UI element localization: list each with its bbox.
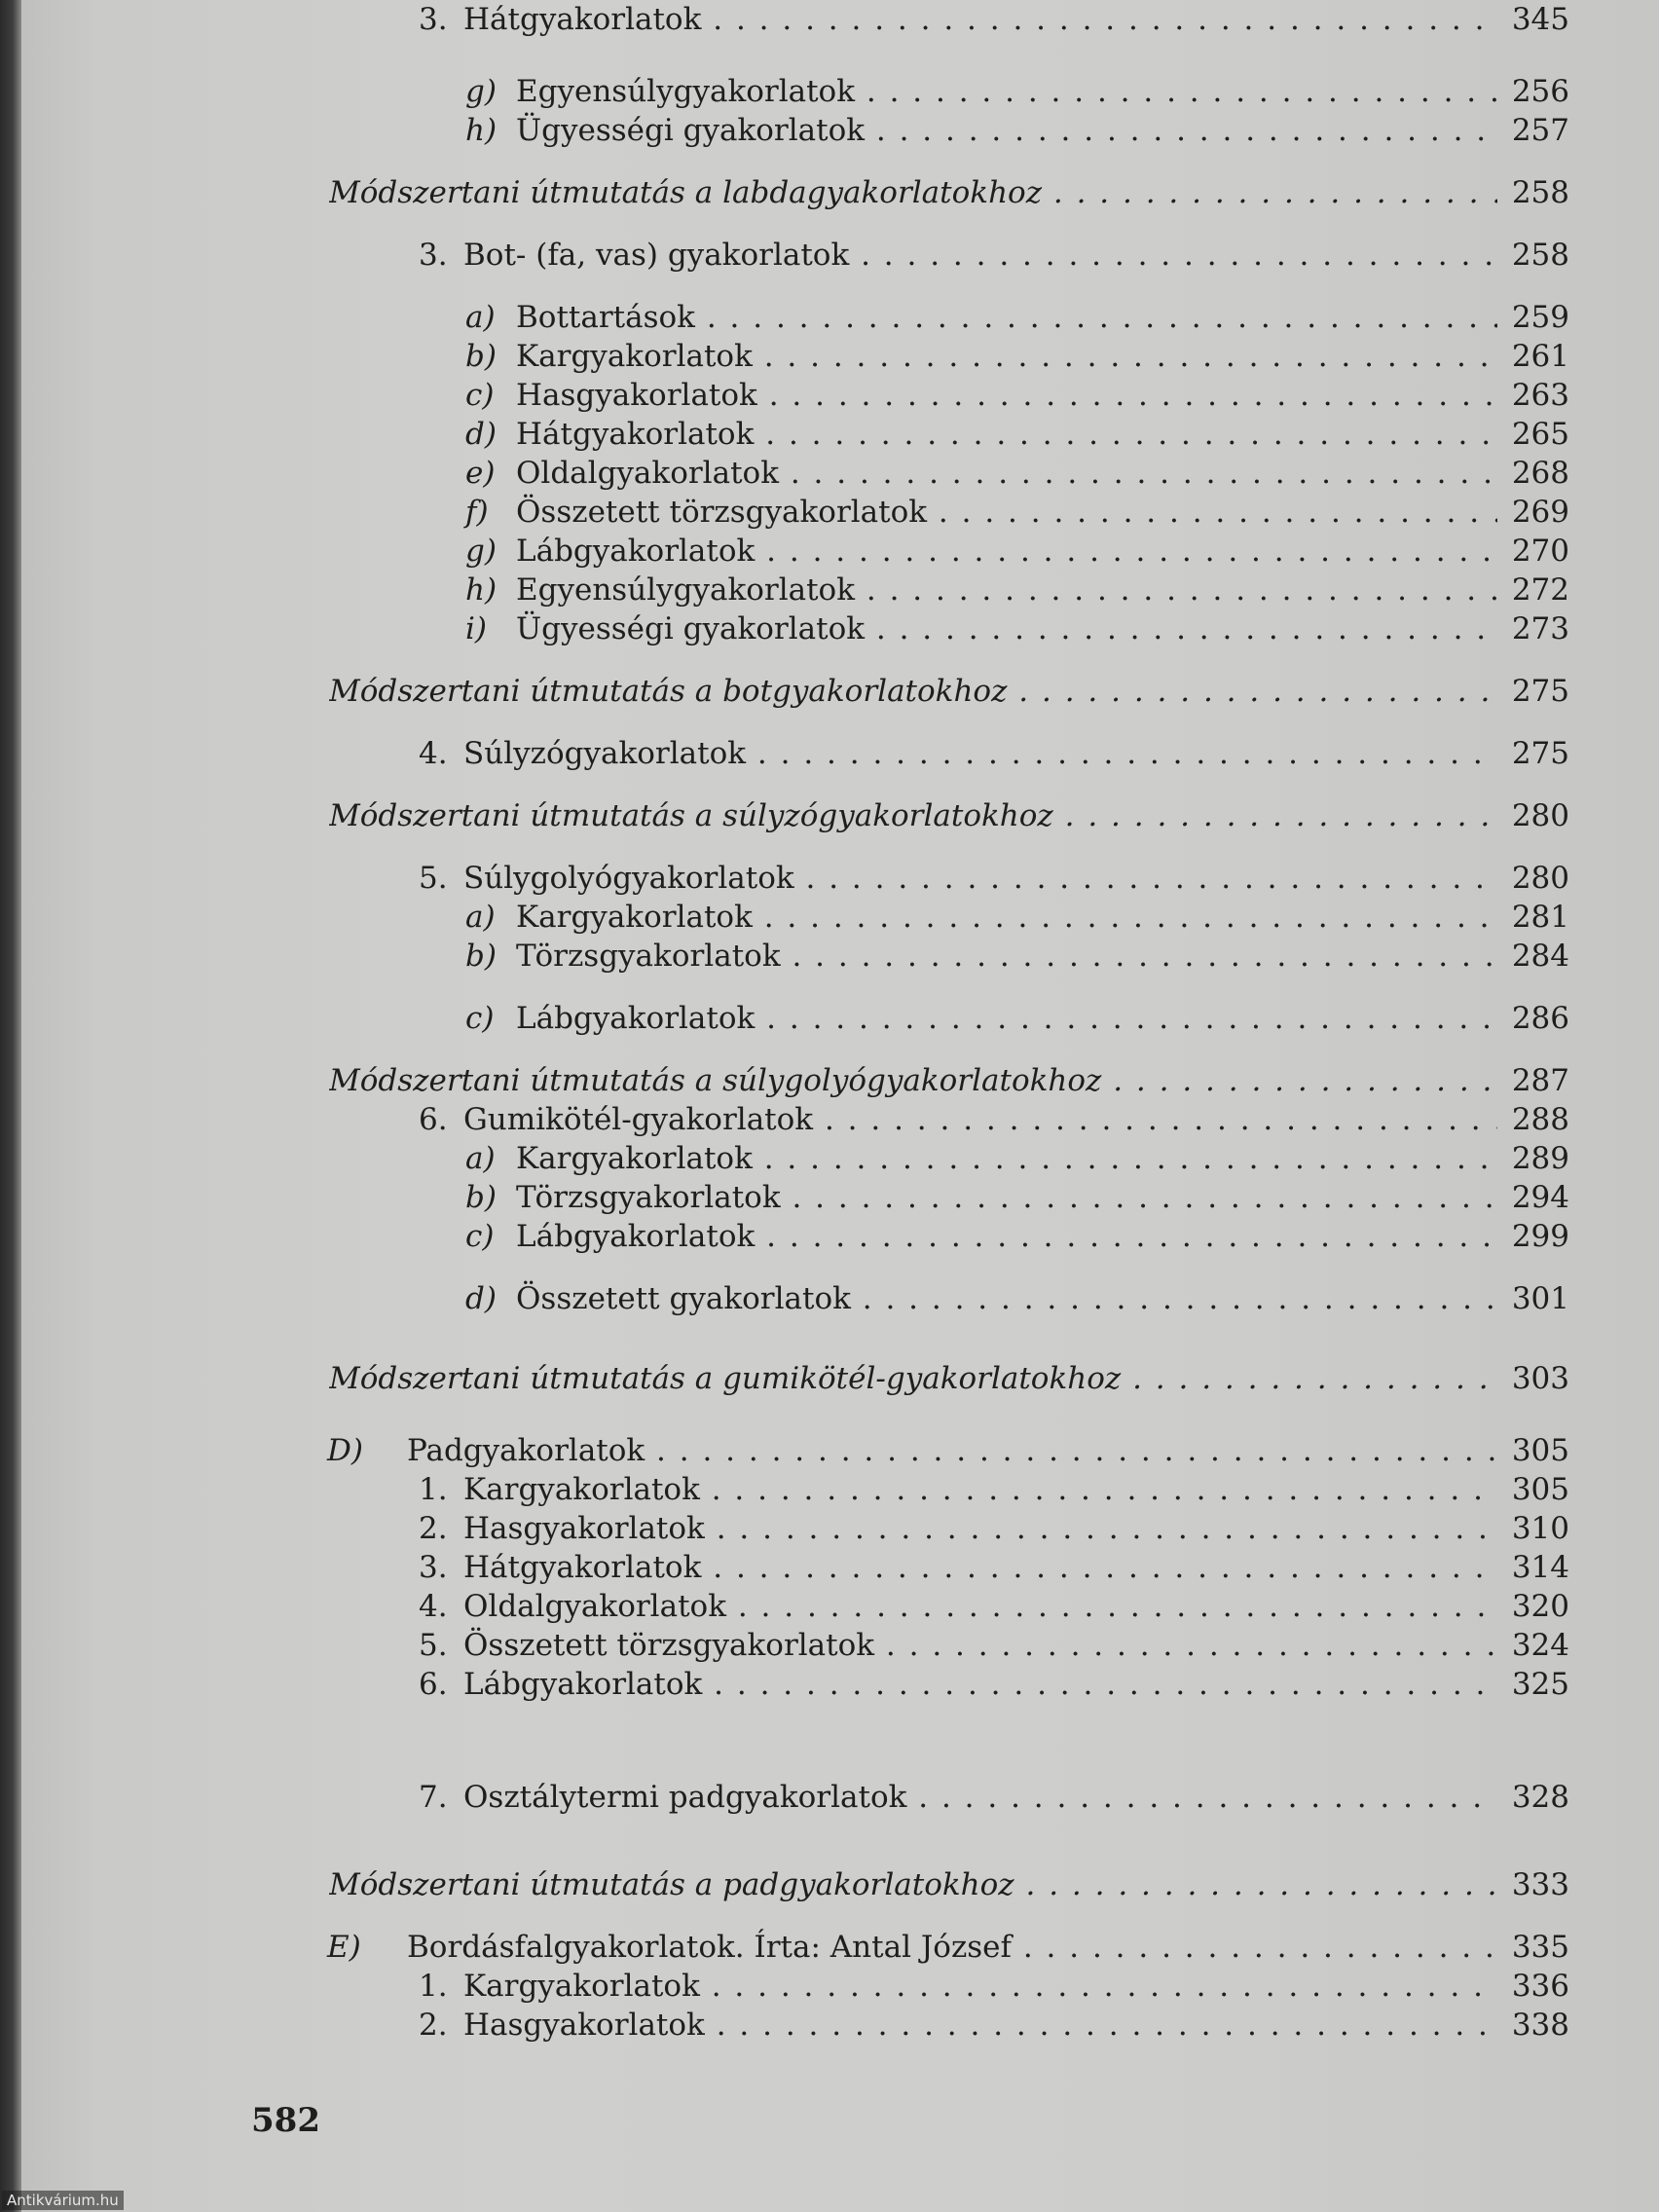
toc-entry-page-number: 256 xyxy=(1511,74,1569,109)
toc-entry-page-number: 270 xyxy=(1511,534,1569,569)
toc-entry xyxy=(0,1626,1569,1665)
toc-entry-title: Módszertani útmutatás a gumikötél-gyakorlatokhoz . . . xyxy=(329,1359,1497,1398)
toc-entry-marker: b) xyxy=(465,1180,497,1215)
toc-entry-marker: g) xyxy=(465,74,497,109)
toc-entry-marker: 3. xyxy=(419,2,448,37)
toc-entry-page-number: 268 xyxy=(1511,456,1569,491)
toc-entry-marker: 1. xyxy=(419,1472,448,1507)
toc-entry-page-number: 287 xyxy=(1511,1063,1569,1098)
toc-entry-marker: 7. xyxy=(419,1780,448,1815)
toc-entry-title: Bot- (fa, vas) gyakorlatok . . . xyxy=(463,236,1497,275)
toc-entry-page-number: 257 xyxy=(1511,113,1569,148)
toc-entry-marker: 2. xyxy=(419,1511,448,1546)
toc-entry xyxy=(0,454,1569,493)
toc-entry xyxy=(0,672,1569,711)
toc-entry-marker: 1. xyxy=(419,1969,448,2004)
toc-entry-title: Módszertani útmutatás a botgyakorlatokhoz . . . xyxy=(329,672,1497,711)
toc-entry-marker: d) xyxy=(465,417,497,452)
toc-entry-title: Padgyakorlatok . . . xyxy=(407,1431,1497,1470)
toc-entry-title: Bordásfalgyakorlatok. Írta: Antal József . . . xyxy=(407,1928,1497,1967)
toc-entry-title: Oldalgyakorlatok . . . xyxy=(463,1587,1497,1626)
toc-entry-title: Hátgyakorlatok . . . xyxy=(516,415,1497,454)
toc-entry-page-number: 272 xyxy=(1511,572,1569,608)
toc-entry-title: Kargyakorlatok . . . xyxy=(516,898,1497,937)
toc-entry xyxy=(0,1509,1569,1548)
toc-entry-title: Módszertani útmutatás a labdagyakorlatokhoz . . . xyxy=(329,173,1497,212)
toc-entry xyxy=(0,898,1569,937)
toc-entry xyxy=(0,1865,1569,1904)
toc-entry-marker: 2. xyxy=(419,2008,448,2043)
toc-entry-marker: E) xyxy=(327,1930,361,1965)
toc-entry-page-number: 263 xyxy=(1511,378,1569,413)
toc-entry-page-number: 338 xyxy=(1511,2008,1569,2043)
toc-entry-title: Lábgyakorlatok . . . xyxy=(516,1217,1497,1256)
toc-entry-marker: 4. xyxy=(419,1589,448,1624)
toc-entry-title: Lábgyakorlatok . . . xyxy=(516,999,1497,1038)
toc-entry xyxy=(0,1665,1569,1704)
toc-entry xyxy=(0,571,1569,609)
toc-entry-title: Súlygolyógyakorlatok . . . xyxy=(463,859,1497,898)
toc-entry-page-number: 320 xyxy=(1511,1589,1569,1624)
toc-entry-title: Módszertani útmutatás a súlyzógyakorlatokhoz . . . xyxy=(329,796,1497,835)
toc-entry-page-number: 301 xyxy=(1511,1281,1569,1316)
toc-entry-title: Egyensúlygyakorlatok . . . xyxy=(516,571,1497,609)
toc-entry-title: Módszertani útmutatás a súlygolyógyakorlatokhoz . . . xyxy=(329,1061,1497,1100)
toc-entry xyxy=(0,1431,1569,1470)
toc-entry-page-number: 275 xyxy=(1511,674,1569,709)
toc-entry-page-number: 324 xyxy=(1511,1628,1569,1663)
toc-entry-marker: c) xyxy=(465,1001,495,1036)
toc-entry xyxy=(0,859,1569,898)
toc-entry xyxy=(0,111,1569,150)
toc-entry-marker: c) xyxy=(465,1219,495,1254)
toc-entry xyxy=(0,493,1569,532)
toc-entry-page-number: 284 xyxy=(1511,939,1569,974)
toc-entry-page-number: 265 xyxy=(1511,417,1569,452)
toc-entry xyxy=(0,2006,1569,2045)
toc-entry-title: Kargyakorlatok . . . xyxy=(516,337,1497,376)
toc-entry xyxy=(0,72,1569,111)
toc-entry-page-number: 325 xyxy=(1511,1667,1569,1702)
page-number-folio: 582 xyxy=(251,2101,320,2140)
toc-entry-title: Hasgyakorlatok . . . xyxy=(463,1509,1497,1548)
toc-entry-page-number: 336 xyxy=(1511,1969,1569,2004)
toc-entry xyxy=(0,173,1569,212)
toc-entry-marker: a) xyxy=(465,900,496,935)
toc-entry-page-number: 261 xyxy=(1511,339,1569,374)
toc-entry-page-number: 335 xyxy=(1511,1930,1569,1965)
toc-entry-page-number: 294 xyxy=(1511,1180,1569,1215)
toc-entry xyxy=(0,1967,1569,2006)
toc-entry-title: Egyensúlygyakorlatok . . . xyxy=(516,72,1497,111)
toc-entry-title: Ügyességi gyakorlatok . . . xyxy=(516,609,1497,648)
toc-entry-marker: a) xyxy=(465,300,496,335)
toc-entry-marker: 5. xyxy=(419,861,448,896)
toc-entry xyxy=(0,1587,1569,1626)
toc-entry-title: Súlyzógyakorlatok . . . xyxy=(463,734,1497,773)
toc-entry-page-number: 281 xyxy=(1511,900,1569,935)
watermark-logo: Antikvárium.hu xyxy=(2,2191,124,2210)
toc-entry-title: Hátgyakorlatok . . . xyxy=(463,0,1497,39)
toc-entry-marker: 3. xyxy=(419,1550,448,1585)
toc-entry-marker: i) xyxy=(465,611,488,646)
toc-entry-title: Összetett gyakorlatok . . . xyxy=(516,1279,1497,1318)
toc-entry xyxy=(0,1061,1569,1100)
toc-entry-page-number: 280 xyxy=(1511,861,1569,896)
toc-entry xyxy=(0,1470,1569,1509)
toc-entry-title: Összetett törzsgyakorlatok . . . xyxy=(463,1626,1497,1665)
toc-entry xyxy=(0,337,1569,376)
toc-entry-page-number: 258 xyxy=(1511,175,1569,210)
toc-entry-title: Lábgyakorlatok . . . xyxy=(516,532,1497,571)
toc-entry-marker: f) xyxy=(465,495,489,530)
toc-entry xyxy=(0,734,1569,773)
toc-entry-page-number: 288 xyxy=(1511,1102,1569,1137)
toc-entry-title: Összetett törzsgyakorlatok . . . xyxy=(516,493,1497,532)
toc-entry-page-number: 305 xyxy=(1511,1472,1569,1507)
toc-entry xyxy=(0,937,1569,976)
toc-entry-page-number: 299 xyxy=(1511,1219,1569,1254)
toc-entry-page-number: 258 xyxy=(1511,238,1569,273)
toc-entry-marker: h) xyxy=(465,572,498,608)
toc-entry-marker: b) xyxy=(465,339,497,374)
toc-entry xyxy=(0,1139,1569,1178)
toc-entry xyxy=(0,376,1569,415)
toc-entry-title: Kargyakorlatok . . . xyxy=(516,1139,1497,1178)
toc-entry-title: Hasgyakorlatok . . . xyxy=(463,2006,1497,2045)
toc-entry-marker: 6. xyxy=(419,1667,448,1702)
toc-entry-title: Gumikötél-gyakorlatok . . . xyxy=(463,1100,1497,1139)
toc-entry xyxy=(0,999,1569,1038)
toc-entry-page-number: 280 xyxy=(1511,798,1569,833)
toc-entry-page-number: 269 xyxy=(1511,495,1569,530)
toc-entry-page-number: 289 xyxy=(1511,1141,1569,1176)
toc-entry-title: Törzsgyakorlatok . . . xyxy=(516,1178,1497,1217)
toc-entry xyxy=(0,532,1569,571)
toc-entry-page-number: 310 xyxy=(1511,1511,1569,1546)
toc-entry-marker: 5. xyxy=(419,1628,448,1663)
toc-entry-title: Kargyakorlatok . . . xyxy=(463,1967,1497,2006)
toc-entry-page-number: 305 xyxy=(1511,1433,1569,1468)
toc-entry-page-number: 273 xyxy=(1511,611,1569,646)
toc-entry-marker: c) xyxy=(465,378,495,413)
toc-entry xyxy=(0,1778,1569,1817)
toc-entry-page-number: 275 xyxy=(1511,736,1569,771)
toc-entry-marker: a) xyxy=(465,1141,496,1176)
toc-entry-marker: b) xyxy=(465,939,497,974)
toc-entry-page-number: 286 xyxy=(1511,1001,1569,1036)
toc-entry-page-number: 328 xyxy=(1511,1780,1569,1815)
toc-entry-title: Oldalgyakorlatok . . . xyxy=(516,454,1497,493)
toc-entry-title: Hasgyakorlatok . . . xyxy=(516,376,1497,415)
toc-entry-title: Bottartások . . . xyxy=(516,298,1497,337)
toc-entry xyxy=(0,1548,1569,1587)
toc-entry-title: Módszertani útmutatás a padgyakorlatokhoz . . . xyxy=(329,1865,1497,1904)
toc-entry xyxy=(0,1178,1569,1217)
toc-entry-marker: 3. xyxy=(419,238,448,273)
toc-entry xyxy=(0,609,1569,648)
toc-entry xyxy=(0,0,1569,39)
toc-entry xyxy=(0,1359,1569,1398)
toc-entry-title: Kargyakorlatok . . . xyxy=(463,1470,1497,1509)
toc-entry-title: Törzsgyakorlatok . . . xyxy=(516,937,1497,976)
toc-entry-page-number: 333 xyxy=(1511,1867,1569,1902)
toc-entry xyxy=(0,1100,1569,1139)
toc-entry xyxy=(0,1279,1569,1318)
toc-entry-marker: d) xyxy=(465,1281,497,1316)
toc-entry-marker: D) xyxy=(327,1433,363,1468)
toc-entry-page-number: 345 xyxy=(1511,2,1569,37)
toc-entry-page-number: 303 xyxy=(1511,1361,1569,1396)
toc-entry xyxy=(0,1217,1569,1256)
toc-entry-marker: e) xyxy=(465,456,496,491)
toc-entry xyxy=(0,298,1569,337)
toc-entry-marker: 4. xyxy=(419,736,448,771)
toc-entry-marker: g) xyxy=(465,534,497,569)
toc-entry-page-number: 314 xyxy=(1511,1550,1569,1585)
toc-entry-marker: h) xyxy=(465,113,498,148)
toc-entry-title: Ügyességi gyakorlatok . . . xyxy=(516,111,1497,150)
toc-entry xyxy=(0,1928,1569,1967)
toc-entry-marker: 6. xyxy=(419,1102,448,1137)
toc-entry xyxy=(0,796,1569,835)
toc-entry-title: Osztálytermi padgyakorlatok . . . xyxy=(463,1778,1497,1817)
toc-entry-title: Lábgyakorlatok . . . xyxy=(463,1665,1497,1704)
toc-entry-title: Hátgyakorlatok . . . xyxy=(463,1548,1497,1587)
toc-entry-page-number: 259 xyxy=(1511,300,1569,335)
toc-entry xyxy=(0,415,1569,454)
toc-entry xyxy=(0,236,1569,275)
